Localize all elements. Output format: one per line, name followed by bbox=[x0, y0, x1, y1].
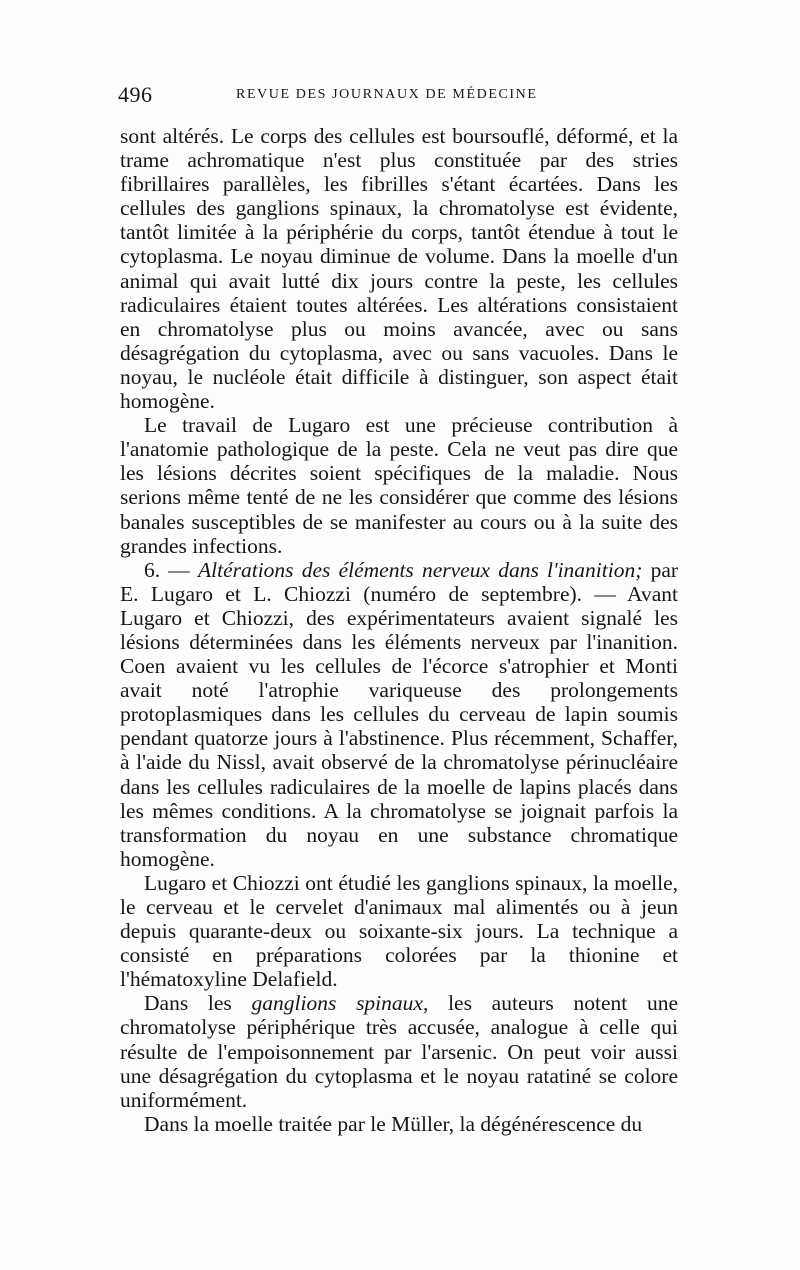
paragraph-ganglions bbox=[120, 991, 678, 1111]
section-6-paragraph bbox=[120, 558, 678, 871]
page-header bbox=[118, 82, 678, 108]
paragraph-ganglions-text: les auteurs notent une chromatolyse périphérique très accusée, analogue à celle qui résulte de l'empoisonnement par l'arsenic. On peut voir aussi une désagrégation du cytoplasma et le noyau ratatiné se colore uniformément. bbox=[120, 991, 679, 1112]
running-title: REVUE DES JOURNAUX DE MÉDECINE bbox=[236, 87, 538, 102]
italic-term-ganglions: ganglions spinaux, bbox=[251, 991, 429, 1016]
section-title: Altérations des éléments nerveux dans l'inanition; bbox=[198, 557, 643, 582]
page-number: 496 bbox=[118, 82, 153, 107]
paragraph-lead: Dans les bbox=[144, 991, 232, 1016]
paragraph-methods: Lugaro et Chiozzi ont étudié les ganglions spinaux, la moelle, le cerveau et le cervelet d'animaux mal alimentés ou à jeun depuis quarante-deux ou soixante-six jours. La technique a consisté en préparations colorées par la thionine et l'hématoxyline Delafield. bbox=[120, 870, 678, 992]
paragraph-moelle: Dans la moelle traitée par le Müller, la dégénérescence du bbox=[144, 1111, 643, 1136]
paragraph-lugaro-contribution: Le travail de Lugaro est une précieuse contribution à l'anatomie pathologique de la peste. Cela ne veut pas dire que les lésions décrites soient spécifiques de la maladie. Nous serions même tenté de ne les considérer que comme des lésions banales susceptibles de se manifester au cours ou à la suite des grandes infections. bbox=[120, 413, 678, 558]
section-6-text: par E. Lugaro et L. Chiozzi (numéro de septembre). — Avant Lugaro et Chiozzi, des expérimentateurs avaient signalé les lésions déterminées dans les éléments nerveux par l'inanition. Coen avaient vu les cellules de l'écorce s'atrophier et Monti avait noté l'atrophie variqueuse des prolongements protoplasmiques dans les cellules du cerveau de lapin soumis pendant quatorze jours à l'abstinence. Plus récemment, Schaffer, à l'aide du Nissl, avait observé de la chromatolyse périnucléaire dans les cellules radiculaires de la moelle de lapins placés dans les mêmes conditions. A la chromatolyse se joignait parfois la transformation du noyau en une substance chromatique homogène. bbox=[120, 557, 679, 871]
section-number: 6. — bbox=[144, 557, 190, 582]
body-text bbox=[120, 124, 678, 1136]
paragraph-continued: sont altérés. Le corps des cellules est boursouflé, déformé, et la trame achromatique n'est plus constituée par des stries fibrillaires parallèles, les fibrilles s'étant écartées. Dans les cellules des ganglions spinaux, la chromatolyse est évidente, tantôt limitée à la périphérie du corps, tantôt étendue à tout le cytoplasma. Le noyau diminue de volume. Dans la moelle d'un animal qui avait lutté dix jours contre la peste, les cellules radiculaires étaient toutes altérées. Les altérations consistaient en chromatolyse plus ou moins avancée, avec ou sans désagrégation du cytoplasma, avec ou sans vacuoles. Dans le noyau, le nucléole était difficile à distinguer, son aspect était homogène. bbox=[120, 124, 678, 414]
